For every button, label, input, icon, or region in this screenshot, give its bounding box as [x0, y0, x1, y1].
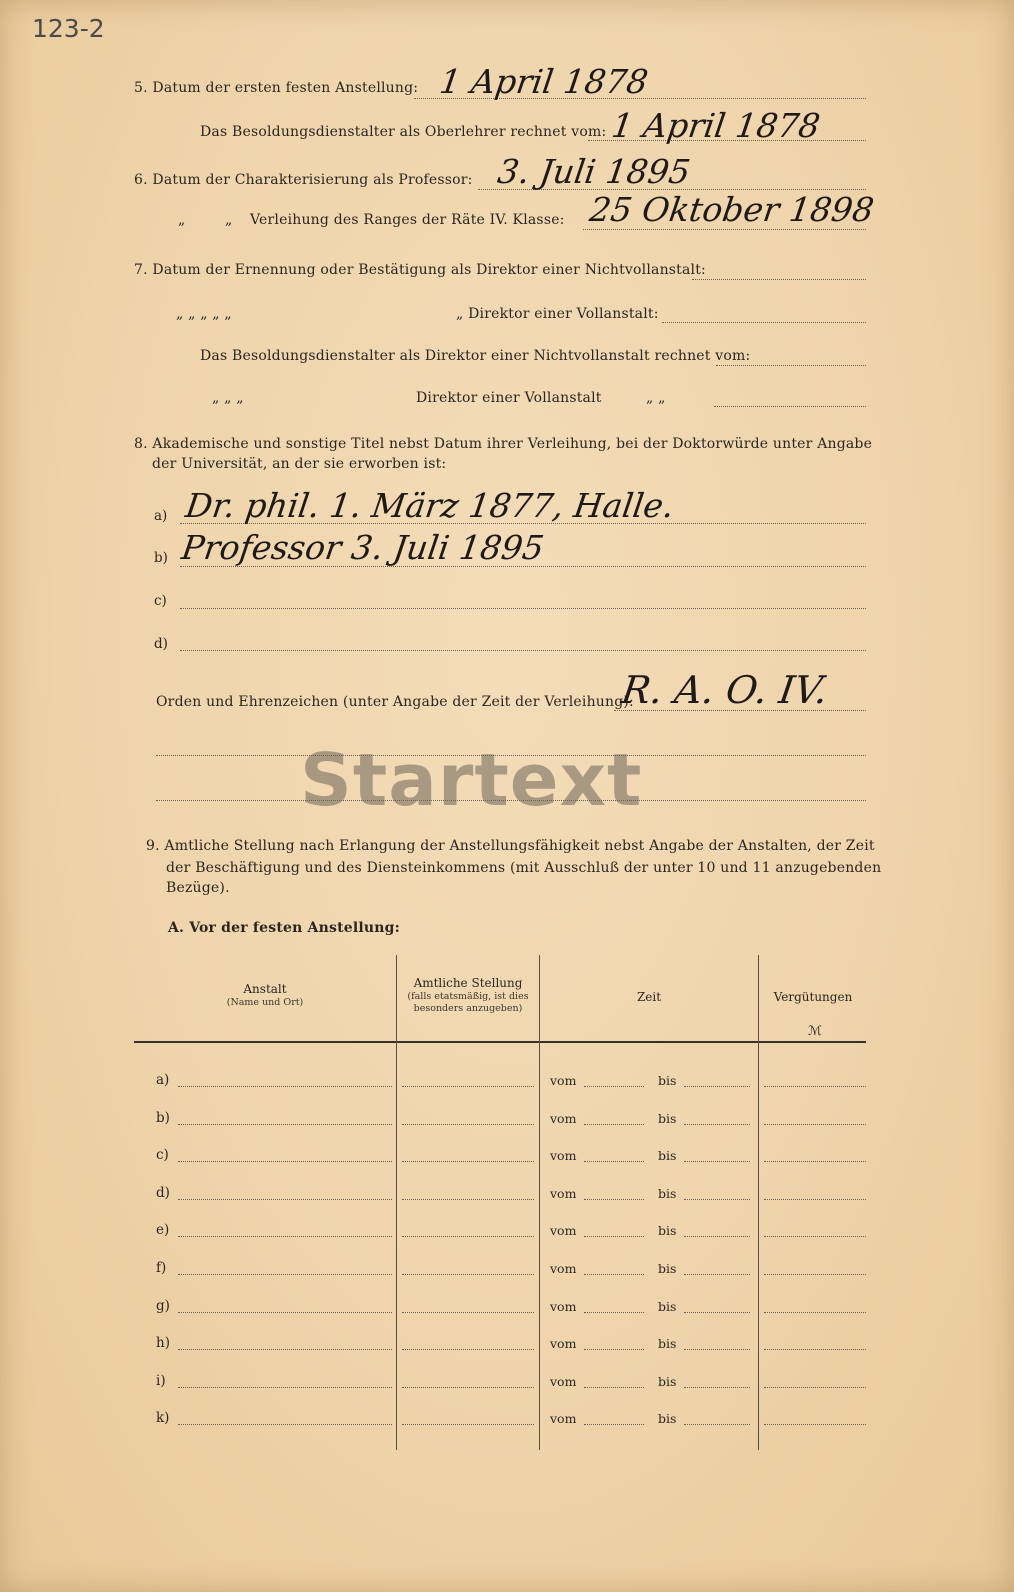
- table-row-bis-line: [684, 1161, 750, 1162]
- col-stellung-sub2: besonders anzugeben): [413, 1003, 523, 1014]
- table-row-bis: bis: [658, 1148, 677, 1163]
- table-row-bis: bis: [658, 1223, 677, 1238]
- table-row-vom-line: [584, 1236, 644, 1237]
- orders-label: Orden und Ehrenzeichen (unter Angabe der Zeit der Verleihung):: [156, 694, 634, 710]
- table-row-vom-line: [584, 1387, 644, 1388]
- table-row-bis-line: [684, 1387, 750, 1388]
- table-row-vom: vom: [550, 1411, 577, 1426]
- table-row-vom-line: [584, 1199, 644, 1200]
- table-col-divider-2: [539, 955, 540, 1450]
- item8-entry-c-label: c): [154, 593, 167, 609]
- col-anstalt-header: [140, 982, 390, 1009]
- table-row-stellung-line: [402, 1161, 534, 1162]
- table-row-verguetung-line: [764, 1274, 866, 1275]
- table-row-stellung-line: [402, 1274, 534, 1275]
- table-row-anstalt-line: [178, 1086, 392, 1087]
- item7-ditto-row: „ „ „ „ „: [176, 306, 232, 322]
- table-row-label: c): [156, 1147, 169, 1163]
- item7-line: [692, 279, 866, 280]
- table-row-label: d): [156, 1185, 170, 1201]
- table-row-bis-line: [684, 1424, 750, 1425]
- table-row-vom-line: [584, 1124, 644, 1125]
- item9-line1: 9. Amtliche Stellung nach Erlangung der Anstellungsfähigkeit nebst Angabe der Anstalten, der Zeit: [146, 838, 875, 854]
- table-row-anstalt-line: [178, 1236, 392, 1237]
- table-row-label: g): [156, 1298, 170, 1314]
- table-row-stellung-line: [402, 1424, 534, 1425]
- table-row-anstalt-line: [178, 1274, 392, 1275]
- item8-entry-a-value: Dr. phil. 1. März 1877, Halle.: [183, 486, 677, 525]
- table-row-label: b): [156, 1110, 170, 1126]
- archive-number: 123-2: [32, 14, 105, 43]
- item8-entry-b-label: b): [154, 550, 168, 566]
- table-row-bis: bis: [658, 1374, 677, 1389]
- table-row-stellung-line: [402, 1199, 534, 1200]
- table-row-bis-line: [684, 1274, 750, 1275]
- table-row-anstalt-line: [178, 1387, 392, 1388]
- item8-entry-a-label: a): [154, 508, 168, 524]
- table-row-verguetung-line: [764, 1124, 866, 1125]
- table-row-anstalt-line: [178, 1312, 392, 1313]
- table-row-label: k): [156, 1410, 170, 1426]
- col-stellung-title: Amtliche Stellung: [413, 976, 523, 990]
- table-row-anstalt-line: [178, 1424, 392, 1425]
- col-anstalt-title: Anstalt: [243, 982, 287, 996]
- item8-entry-d-label: d): [154, 636, 168, 652]
- item7-label: 7. Datum der Ernennung oder Bestätigung als Direktor einer Nichtvollanstalt:: [134, 262, 706, 278]
- table-row-bis: bis: [658, 1299, 677, 1314]
- item7-row4-tail: „ „: [646, 390, 666, 406]
- item8-line1: 8. Akademische und sonstige Titel nebst Datum ihrer Verleihung, bei der Doktorwürde unter Angabe: [134, 436, 873, 452]
- item7-row4-line: [714, 406, 866, 407]
- table-row-label: e): [156, 1222, 170, 1238]
- table-row-verguetung-line: [764, 1086, 866, 1087]
- table-row-bis-line: [684, 1199, 750, 1200]
- table-row-stellung-line: [402, 1236, 534, 1237]
- item6-ditto-a: „: [178, 212, 186, 228]
- table-row-label: a): [156, 1072, 170, 1088]
- table-row-anstalt-line: [178, 1161, 392, 1162]
- table-header-rule: [134, 1041, 866, 1043]
- table-row-bis-line: [684, 1349, 750, 1350]
- table-row-vom-line: [584, 1274, 644, 1275]
- table-row-vom: vom: [550, 1374, 577, 1389]
- table-row-stellung-line: [402, 1387, 534, 1388]
- table-row-verguetung-line: [764, 1199, 866, 1200]
- table-row-vom: vom: [550, 1261, 577, 1276]
- table-row-vom: vom: [550, 1223, 577, 1238]
- col-stellung-sub1: (falls etatsmäßig, ist dies: [407, 991, 529, 1002]
- item7-row4-label: Direktor einer Vollanstalt: [416, 390, 602, 406]
- table-row-vom-line: [584, 1161, 644, 1162]
- table-row-anstalt-line: [178, 1124, 392, 1125]
- item5-handwritten-value: 1 April 1878: [437, 62, 651, 101]
- orders-handwritten-value: R. A. O. IV.: [618, 668, 831, 712]
- item7-row2-line: [662, 322, 866, 323]
- col-verguetungen-unit: ℳ: [808, 1024, 822, 1039]
- section-a-heading: A. Vor der festen Anstellung:: [168, 920, 401, 936]
- item7-row3-line: [716, 365, 866, 366]
- table-row-bis-line: [684, 1124, 750, 1125]
- item7-row2-label: „ Direktor einer Vollanstalt:: [456, 306, 659, 322]
- table-row-vom: vom: [550, 1336, 577, 1351]
- table-col-divider-3: [758, 955, 759, 1450]
- item6-ditto-b: „: [225, 212, 233, 228]
- table-row-bis: bis: [658, 1073, 677, 1088]
- item6-handwritten-value: 3. Juli 1895: [495, 152, 693, 191]
- table-row-verguetung-line: [764, 1236, 866, 1237]
- table-row-vom-line: [584, 1312, 644, 1313]
- table-row-stellung-line: [402, 1349, 534, 1350]
- table-row-anstalt-line: [178, 1199, 392, 1200]
- table-row-bis-line: [684, 1086, 750, 1087]
- table-row-stellung-line: [402, 1124, 534, 1125]
- item7-row3-label: Das Besoldungsdienstalter als Direktor einer Nichtvollanstalt rechnet vom:: [200, 348, 751, 364]
- table-row-vom-line: [584, 1424, 644, 1425]
- item9-line2: der Beschäftigung und des Diensteinkommens (mit Ausschluß der unter 10 und 11 anzugebenden: [166, 860, 882, 876]
- table-col-divider-1: [396, 955, 397, 1450]
- item5-label: 5. Datum der ersten festen Anstellung:: [134, 80, 419, 96]
- table-row-vom: vom: [550, 1073, 577, 1088]
- table-row-anstalt-line: [178, 1349, 392, 1350]
- table-row-vom: vom: [550, 1111, 577, 1126]
- table-row-bis: bis: [658, 1336, 677, 1351]
- item6-sub-handwritten-value: 25 Oktober 1898: [587, 190, 877, 229]
- col-stellung-header: [398, 976, 538, 1015]
- item6-sub-label: Verleihung des Ranges der Räte IV. Klasse:: [250, 212, 565, 228]
- table-row-bis: bis: [658, 1411, 677, 1426]
- item7-row4-ditto: „ „ „: [212, 390, 244, 406]
- table-row-bis: bis: [658, 1261, 677, 1276]
- item8-entry-d-line: [180, 650, 866, 651]
- table-row-label: h): [156, 1335, 170, 1351]
- item5-sub-handwritten-value: 1 April 1878: [609, 106, 823, 145]
- table-row-vom-line: [584, 1349, 644, 1350]
- item8-entry-b-value: Professor 3. Juli 1895: [179, 528, 547, 567]
- table-row-verguetung-line: [764, 1312, 866, 1313]
- startext-watermark: Startext: [300, 738, 643, 822]
- table-row-vom: vom: [550, 1148, 577, 1163]
- table-row-stellung-line: [402, 1086, 534, 1087]
- col-zeit-header: Zeit: [636, 990, 662, 1004]
- item8-line2: der Universität, an der sie erworben ist:: [152, 456, 447, 472]
- item8-entry-c-line: [180, 608, 866, 609]
- table-row-label: i): [156, 1373, 166, 1389]
- table-row-bis-line: [684, 1236, 750, 1237]
- item6-sub-line: [583, 229, 866, 230]
- table-row-stellung-line: [402, 1312, 534, 1313]
- table-row-bis: bis: [658, 1111, 677, 1126]
- table-row-bis-line: [684, 1312, 750, 1313]
- table-row-verguetung-line: [764, 1387, 866, 1388]
- item6-label: 6. Datum der Charakterisierung als Professor:: [134, 172, 473, 188]
- item5-sub-label: Das Besoldungsdienstalter als Oberlehrer rechnet vom:: [200, 124, 607, 140]
- table-row-vom-line: [584, 1086, 644, 1087]
- col-verguetungen-header: Vergütungen: [773, 990, 853, 1004]
- table-row-verguetung-line: [764, 1161, 866, 1162]
- table-row-vom: vom: [550, 1299, 577, 1314]
- table-row-label: f): [156, 1260, 167, 1276]
- table-row-verguetung-line: [764, 1424, 866, 1425]
- table-row-bis: bis: [658, 1186, 677, 1201]
- col-anstalt-sub: (Name und Ort): [226, 997, 304, 1008]
- table-row-vom: vom: [550, 1186, 577, 1201]
- item9-line3: Bezüge).: [166, 880, 230, 896]
- table-row-verguetung-line: [764, 1349, 866, 1350]
